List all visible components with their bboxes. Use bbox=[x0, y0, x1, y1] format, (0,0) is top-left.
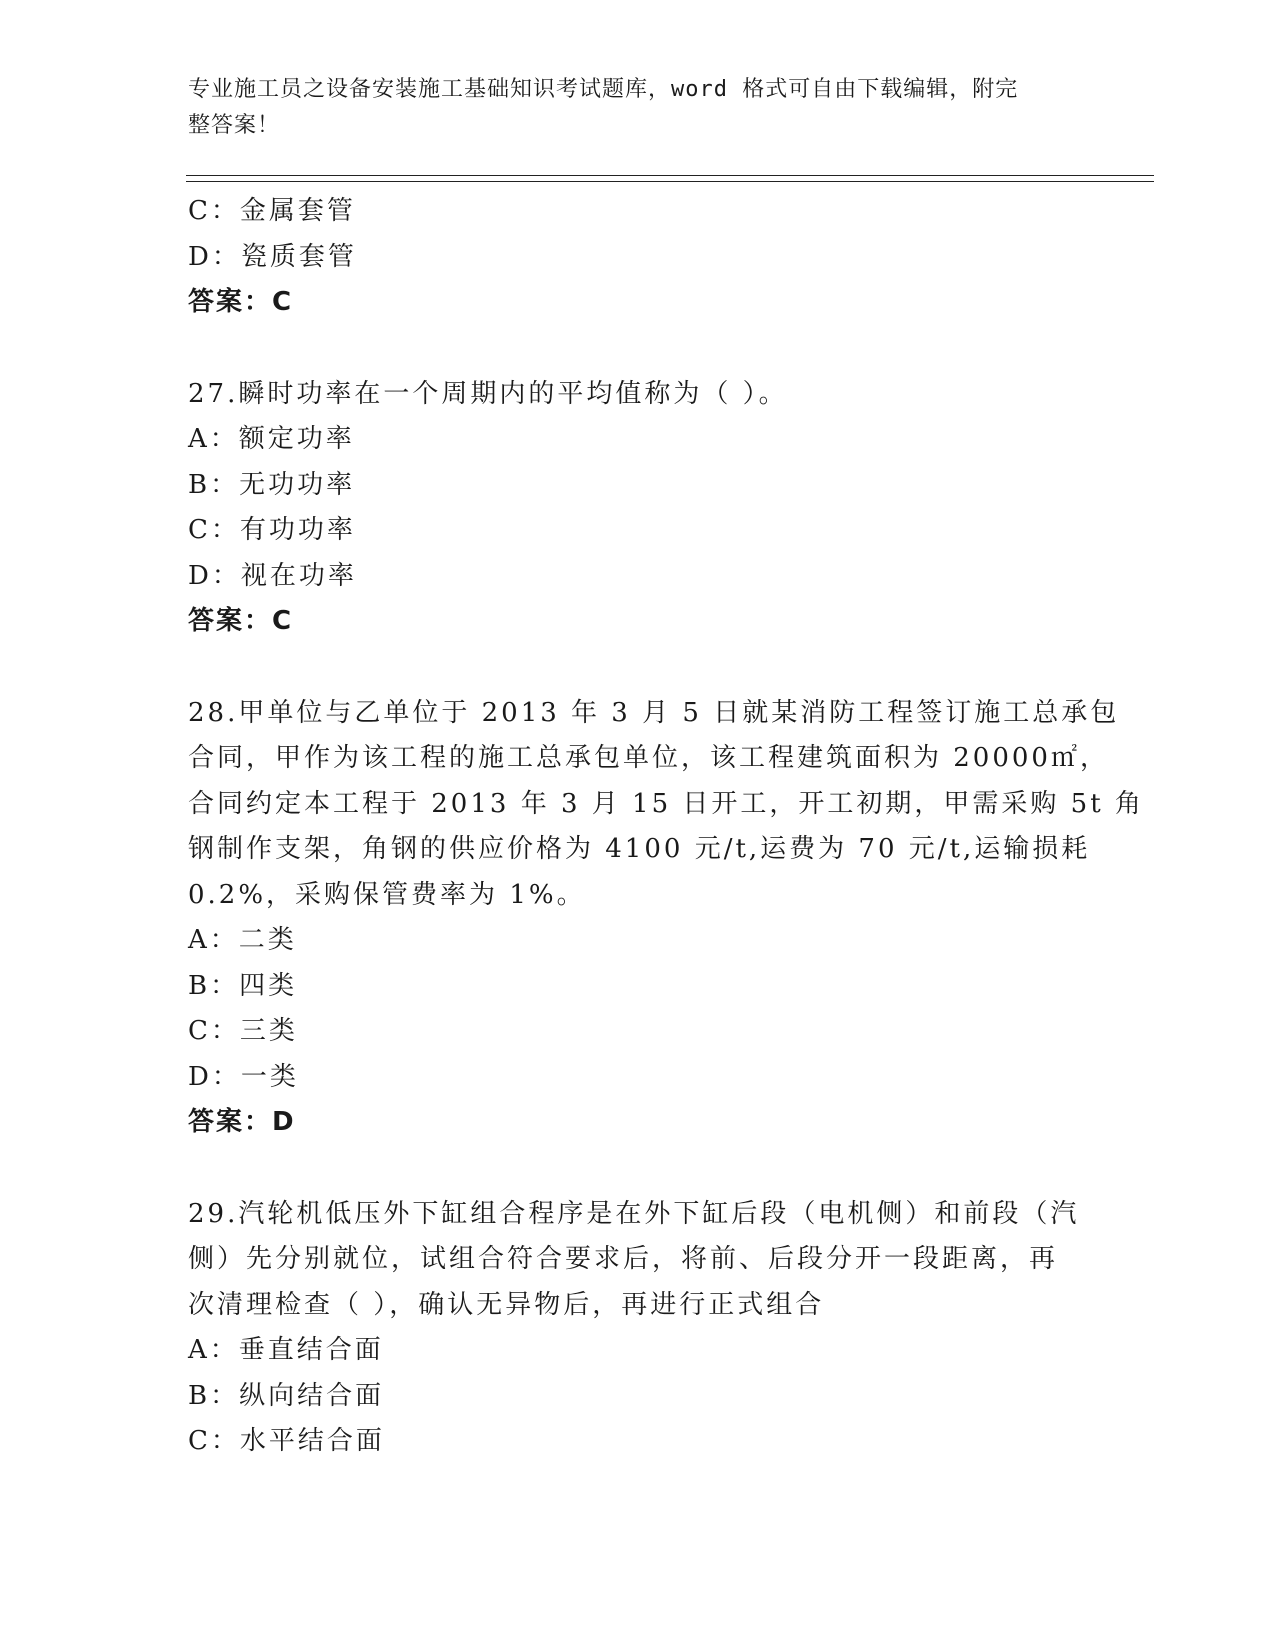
question-stem-line: 侧）先分别就位，试组合符合要求后，将前、后段分开一段距离，再 bbox=[188, 1244, 1059, 1274]
option-a: A：二类 bbox=[188, 925, 297, 955]
spacer bbox=[188, 1146, 1088, 1192]
question-stem-line: 28.甲单位与乙单位于 2013 年 3 月 5 日就某消防工程签订施工总承包 bbox=[188, 697, 1120, 728]
question-28 bbox=[188, 691, 1144, 1146]
header-line-1: 专业施工员之设备安装施工基础知识考试题库，word 格式可自由下载编辑，附完 bbox=[188, 77, 1019, 102]
option-b: B：四类 bbox=[188, 970, 298, 1001]
answer: 答案：D bbox=[188, 1107, 296, 1137]
option-b: B：纵向结合面 bbox=[188, 1380, 385, 1411]
option-a: A：额定功率 bbox=[188, 424, 355, 454]
question-stem: 27.瞬时功率在一个周期内的平均值称为（ ）。 bbox=[188, 378, 788, 409]
question-stem-line: 次清理检查（ ），确认无异物后，再进行正式组合 bbox=[188, 1289, 825, 1320]
answer: 答案：C bbox=[188, 606, 294, 636]
option-c: C：三类 bbox=[188, 1016, 298, 1046]
question-stem-line: 钢制作支架，角钢的供应价格为 4100 元/t,运费为 70 元/t,运输损耗 bbox=[188, 834, 1091, 864]
header-line-2: 整答案！ bbox=[188, 113, 281, 138]
header-rule-bottom bbox=[186, 181, 1154, 182]
document-header bbox=[188, 72, 1068, 144]
option-d: D：一类 bbox=[188, 1061, 299, 1092]
spacer bbox=[188, 645, 1088, 691]
answer: 答案：C bbox=[188, 287, 294, 317]
question-stem-line: 合同约定本工程于 2013 年 3 月 15 日开工，开工初期，甲需采购 5t 角 bbox=[188, 788, 1144, 819]
question-stem-line: 合同，甲作为该工程的施工总承包单位，该工程建筑面积为 20000㎡， bbox=[188, 743, 1109, 773]
option-c: C：有功功率 bbox=[188, 515, 356, 545]
question-stem-line: 29.汽轮机低压外下缸组合程序是在外下缸后段（电机侧）和前段（汽 bbox=[188, 1198, 1080, 1229]
option-c: C：金属套管 bbox=[188, 196, 356, 226]
option-b: B：无功功率 bbox=[188, 469, 356, 500]
option-d: D：视在功率 bbox=[188, 560, 357, 591]
option-c: C：水平结合面 bbox=[188, 1426, 385, 1456]
question-stem-line: 0.2%，采购保管费率为 1%。 bbox=[188, 879, 586, 910]
question-29 bbox=[188, 1192, 1088, 1465]
question-26-continued bbox=[188, 189, 1088, 326]
header-rule-top bbox=[186, 175, 1154, 176]
option-d: D：瓷质套管 bbox=[188, 241, 357, 272]
question-list bbox=[188, 189, 1144, 1465]
option-a: A：垂直结合面 bbox=[188, 1335, 384, 1365]
spacer bbox=[188, 326, 1088, 372]
question-27 bbox=[188, 372, 1088, 645]
